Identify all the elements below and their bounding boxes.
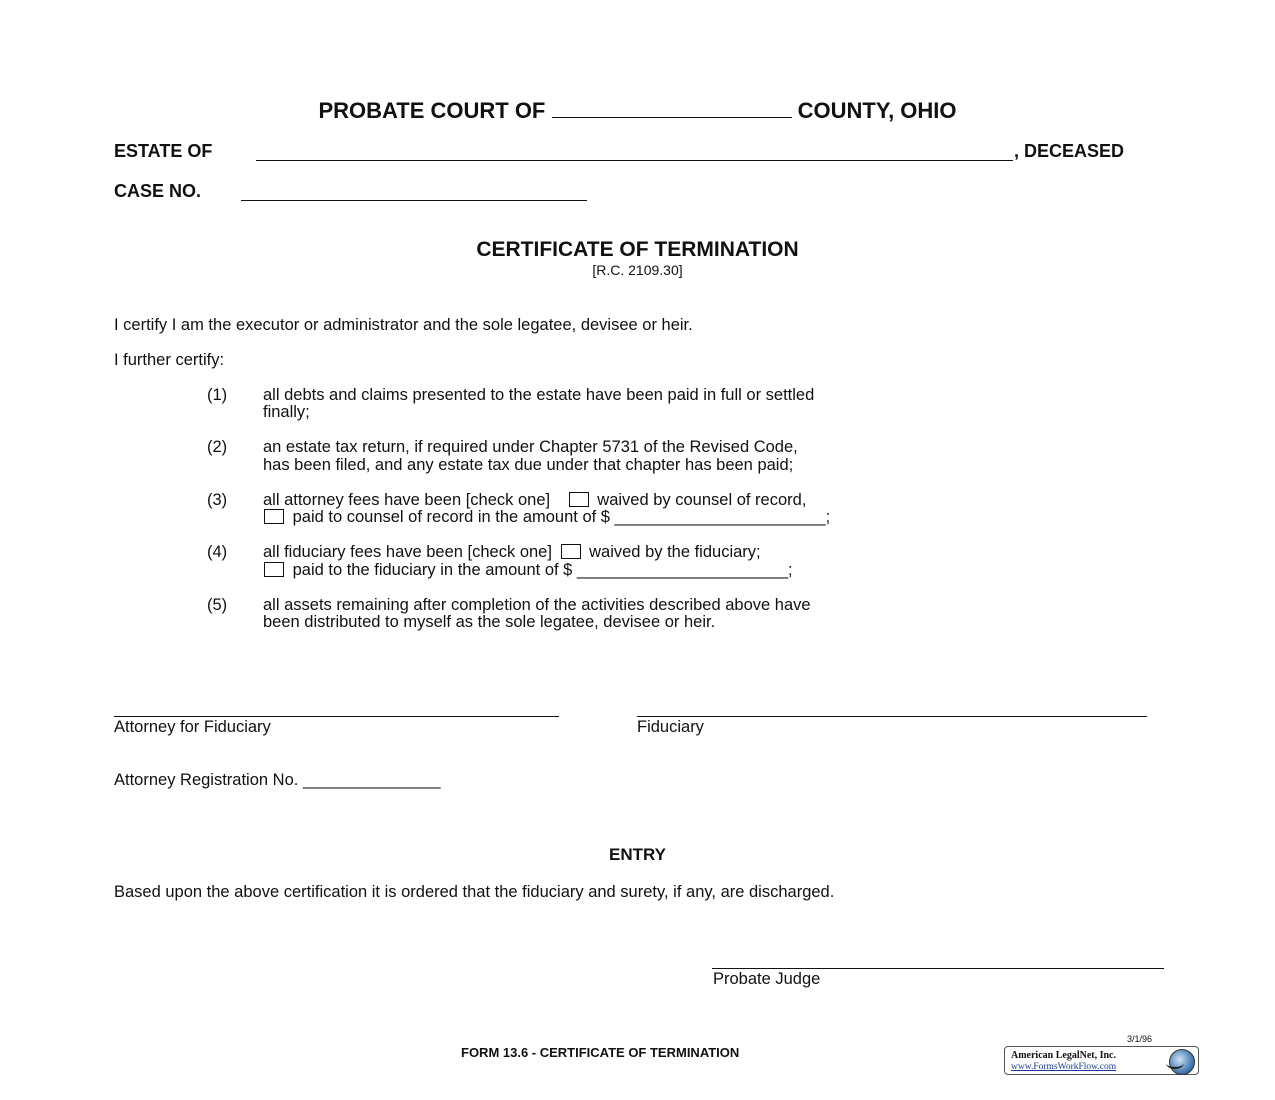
fiduciary-signature-line[interactable] bbox=[637, 716, 1147, 717]
item-4-line-2 bbox=[263, 561, 793, 580]
fiduciary-fees-prompt: all fiduciary fees have been [check one] bbox=[263, 543, 552, 561]
estate-name-blank[interactable] bbox=[256, 160, 1013, 161]
attorney-fees-paid-label: paid to counsel of record in the amount of $ _______________________; bbox=[292, 508, 831, 526]
item-5-line-2: been distributed to myself as the sole legatee, devisee or heir. bbox=[263, 613, 716, 631]
certify-intro: I certify I am the executor or administrator and the sole legatee, devisee or heir. bbox=[114, 316, 693, 334]
case-label: CASE NO. bbox=[114, 181, 202, 201]
deceased-label: , DECEASED bbox=[1014, 141, 1125, 161]
item-number: (1) bbox=[207, 386, 228, 404]
item-number: (5) bbox=[207, 596, 228, 614]
entry-text: Based upon the above certification it is ordered that the fiduciary and surety, if any, are discharged. bbox=[114, 883, 835, 901]
attorney-signature-line[interactable] bbox=[114, 716, 559, 717]
attorney-fees-paid-checkbox[interactable] bbox=[264, 509, 284, 524]
fiduciary-fees-waived-checkbox[interactable] bbox=[561, 544, 581, 559]
swoosh-icon bbox=[1166, 1057, 1184, 1069]
court-suffix: COUNTY, OHIO bbox=[797, 98, 957, 123]
case-number-blank[interactable] bbox=[241, 200, 587, 201]
fiduciary-fees-waived-label: waived by the fiduciary; bbox=[589, 543, 761, 561]
item-5-line-1: all assets remaining after completion of the activities described above have bbox=[263, 596, 811, 614]
form-title: CERTIFICATE OF TERMINATION bbox=[476, 238, 799, 261]
fiduciary-signature-label: Fiduciary bbox=[637, 718, 704, 736]
attorney-fees-prompt: all attorney fees have been [check one] bbox=[263, 491, 551, 509]
attorney-fees-waived-checkbox[interactable] bbox=[569, 492, 589, 507]
county-blank[interactable] bbox=[552, 116, 792, 118]
judge-signature-label: Probate Judge bbox=[713, 970, 821, 988]
item-number: (3) bbox=[207, 491, 228, 509]
attorney-registration: Attorney Registration No. _______________ bbox=[114, 771, 441, 789]
estate-row bbox=[114, 141, 212, 162]
item-number: (4) bbox=[207, 543, 228, 561]
publisher-logo[interactable] bbox=[1004, 1046, 1199, 1075]
attorney-signature-label: Attorney for Fiduciary bbox=[114, 718, 271, 736]
estate-label: ESTATE OF bbox=[114, 141, 213, 161]
attorney-fees-waived-label: waived by counsel of record, bbox=[597, 491, 807, 509]
court-prefix: PROBATE COURT OF bbox=[318, 98, 546, 123]
publisher-url[interactable]: www.FormsWorkFlow.com bbox=[1011, 1062, 1117, 1072]
statute-reference: [R.C. 2109.30] bbox=[592, 262, 683, 278]
judge-signature-line[interactable] bbox=[712, 968, 1164, 969]
item-2-line-2: has been filed, and any estate tax due under that chapter has been paid; bbox=[263, 456, 794, 474]
further-certify: I further certify: bbox=[114, 351, 225, 369]
item-1-line-1: all debts and claims presented to the estate have been paid in full or settled bbox=[263, 386, 815, 404]
court-heading bbox=[0, 98, 1275, 124]
fiduciary-fees-paid-label: paid to the fiduciary in the amount of $ _______________________; bbox=[292, 561, 793, 579]
item-3-line-2 bbox=[263, 508, 830, 527]
publisher-name: American LegalNet, Inc. bbox=[1011, 1050, 1116, 1061]
entry-heading: ENTRY bbox=[609, 845, 666, 864]
item-1-line-2: finally; bbox=[263, 403, 310, 421]
item-number: (2) bbox=[207, 438, 228, 456]
revision-date: 3/1/96 bbox=[1127, 1034, 1153, 1044]
item-2-line-1: an estate tax return, if required under Chapter 5731 of the Revised Code, bbox=[263, 438, 798, 456]
form-number: FORM 13.6 - CERTIFICATE OF TERMINATION bbox=[461, 1045, 740, 1060]
item-4-line-1 bbox=[263, 543, 761, 562]
fiduciary-fees-paid-checkbox[interactable] bbox=[264, 562, 284, 577]
